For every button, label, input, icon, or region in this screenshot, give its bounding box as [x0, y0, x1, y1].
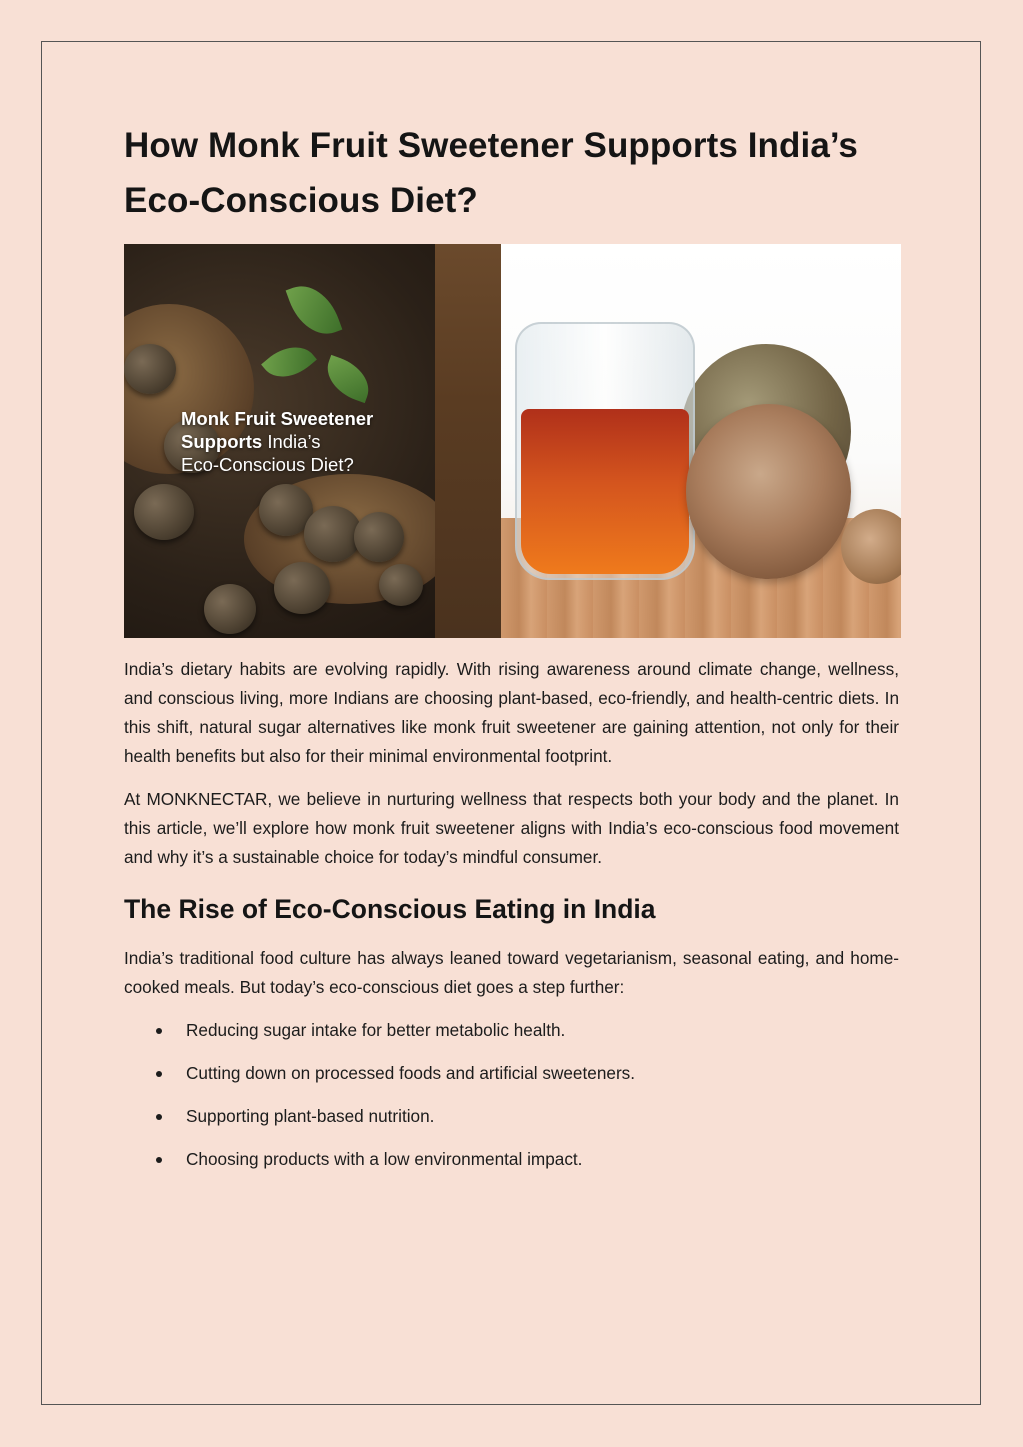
bullet-list: [124, 1016, 899, 1174]
hero-right-panel: [501, 244, 901, 638]
hero-overlay-line-2-rest: India’s: [262, 431, 321, 452]
intro-paragraph-1: India’s dietary habits are evolving rapidly. With rising awareness around climate change, wellness, and conscious living, more Indians are choosing plant-based, eco-friendly, and health-centric diets. In this shift, natural sugar alternatives like monk fruit sweetener are gaining attention, not only for their health benefits but also for their minimal environmental footprint.: [124, 659, 899, 766]
hero-overlay-line-2: [181, 430, 373, 453]
leaf-shape: [286, 277, 343, 343]
list-item-text: Supporting plant-based nutrition.: [186, 1106, 435, 1126]
jar-liquid: [521, 409, 689, 574]
list-item-text: Cutting down on processed foods and artificial sweeteners.: [186, 1063, 636, 1083]
monk-fruit-shape: [379, 564, 423, 606]
list-item-text: Reducing sugar intake for better metabolic health.: [186, 1020, 566, 1040]
list-item-text: Choosing products with a low environmental impact.: [186, 1149, 583, 1169]
intro-paragraph-2: At MONKNECTAR, we believe in nurturing wellness that respects both your body and the planet. In this article, we’ll explore how monk fruit sweetener aligns with India’s eco-conscious food movement and why it’s a sustainable choice for today’s mindful consumer.: [124, 789, 899, 867]
page-title: How Monk Fruit Sweetener Supports India’s Eco-Conscious Diet?: [124, 126, 858, 220]
monk-fruit-shape: [134, 484, 194, 540]
section-heading: The Rise of Eco-Conscious Eating in India: [124, 894, 656, 924]
list-item: [124, 1016, 899, 1045]
bullet-icon: [156, 1114, 162, 1120]
leaf-shape: [261, 335, 317, 389]
hero-overlay-line-2-bold: Supports: [181, 431, 263, 452]
monk-fruit-shape: [204, 584, 256, 634]
bullet-icon: [156, 1028, 162, 1034]
bullet-icon: [156, 1071, 162, 1077]
halved-monk-fruit: [686, 404, 851, 579]
list-item: [124, 1102, 899, 1131]
list-item: [124, 1145, 899, 1174]
hero-overlay-text: [181, 407, 373, 476]
list-item: [124, 1059, 899, 1088]
monk-fruit-shape: [274, 562, 330, 614]
hero-overlay-line-1: Monk Fruit Sweetener: [181, 408, 374, 429]
honey-jar: [515, 322, 695, 580]
document-content: [124, 118, 899, 1188]
leaf-shape: [320, 355, 377, 403]
hero-image: [124, 244, 901, 638]
section-paragraph: India’s traditional food culture has always leaned toward vegetarianism, seasonal eating, and home-cooked meals. But today’s eco-conscious diet goes a step further:: [124, 948, 899, 997]
bullet-icon: [156, 1157, 162, 1163]
hero-left-panel: [124, 244, 501, 638]
hero-overlay-line-3: Eco-Conscious Diet?: [181, 454, 354, 475]
wood-strip: [435, 244, 501, 638]
monk-fruit-shape: [124, 344, 176, 394]
monk-fruit-shape: [354, 512, 404, 562]
